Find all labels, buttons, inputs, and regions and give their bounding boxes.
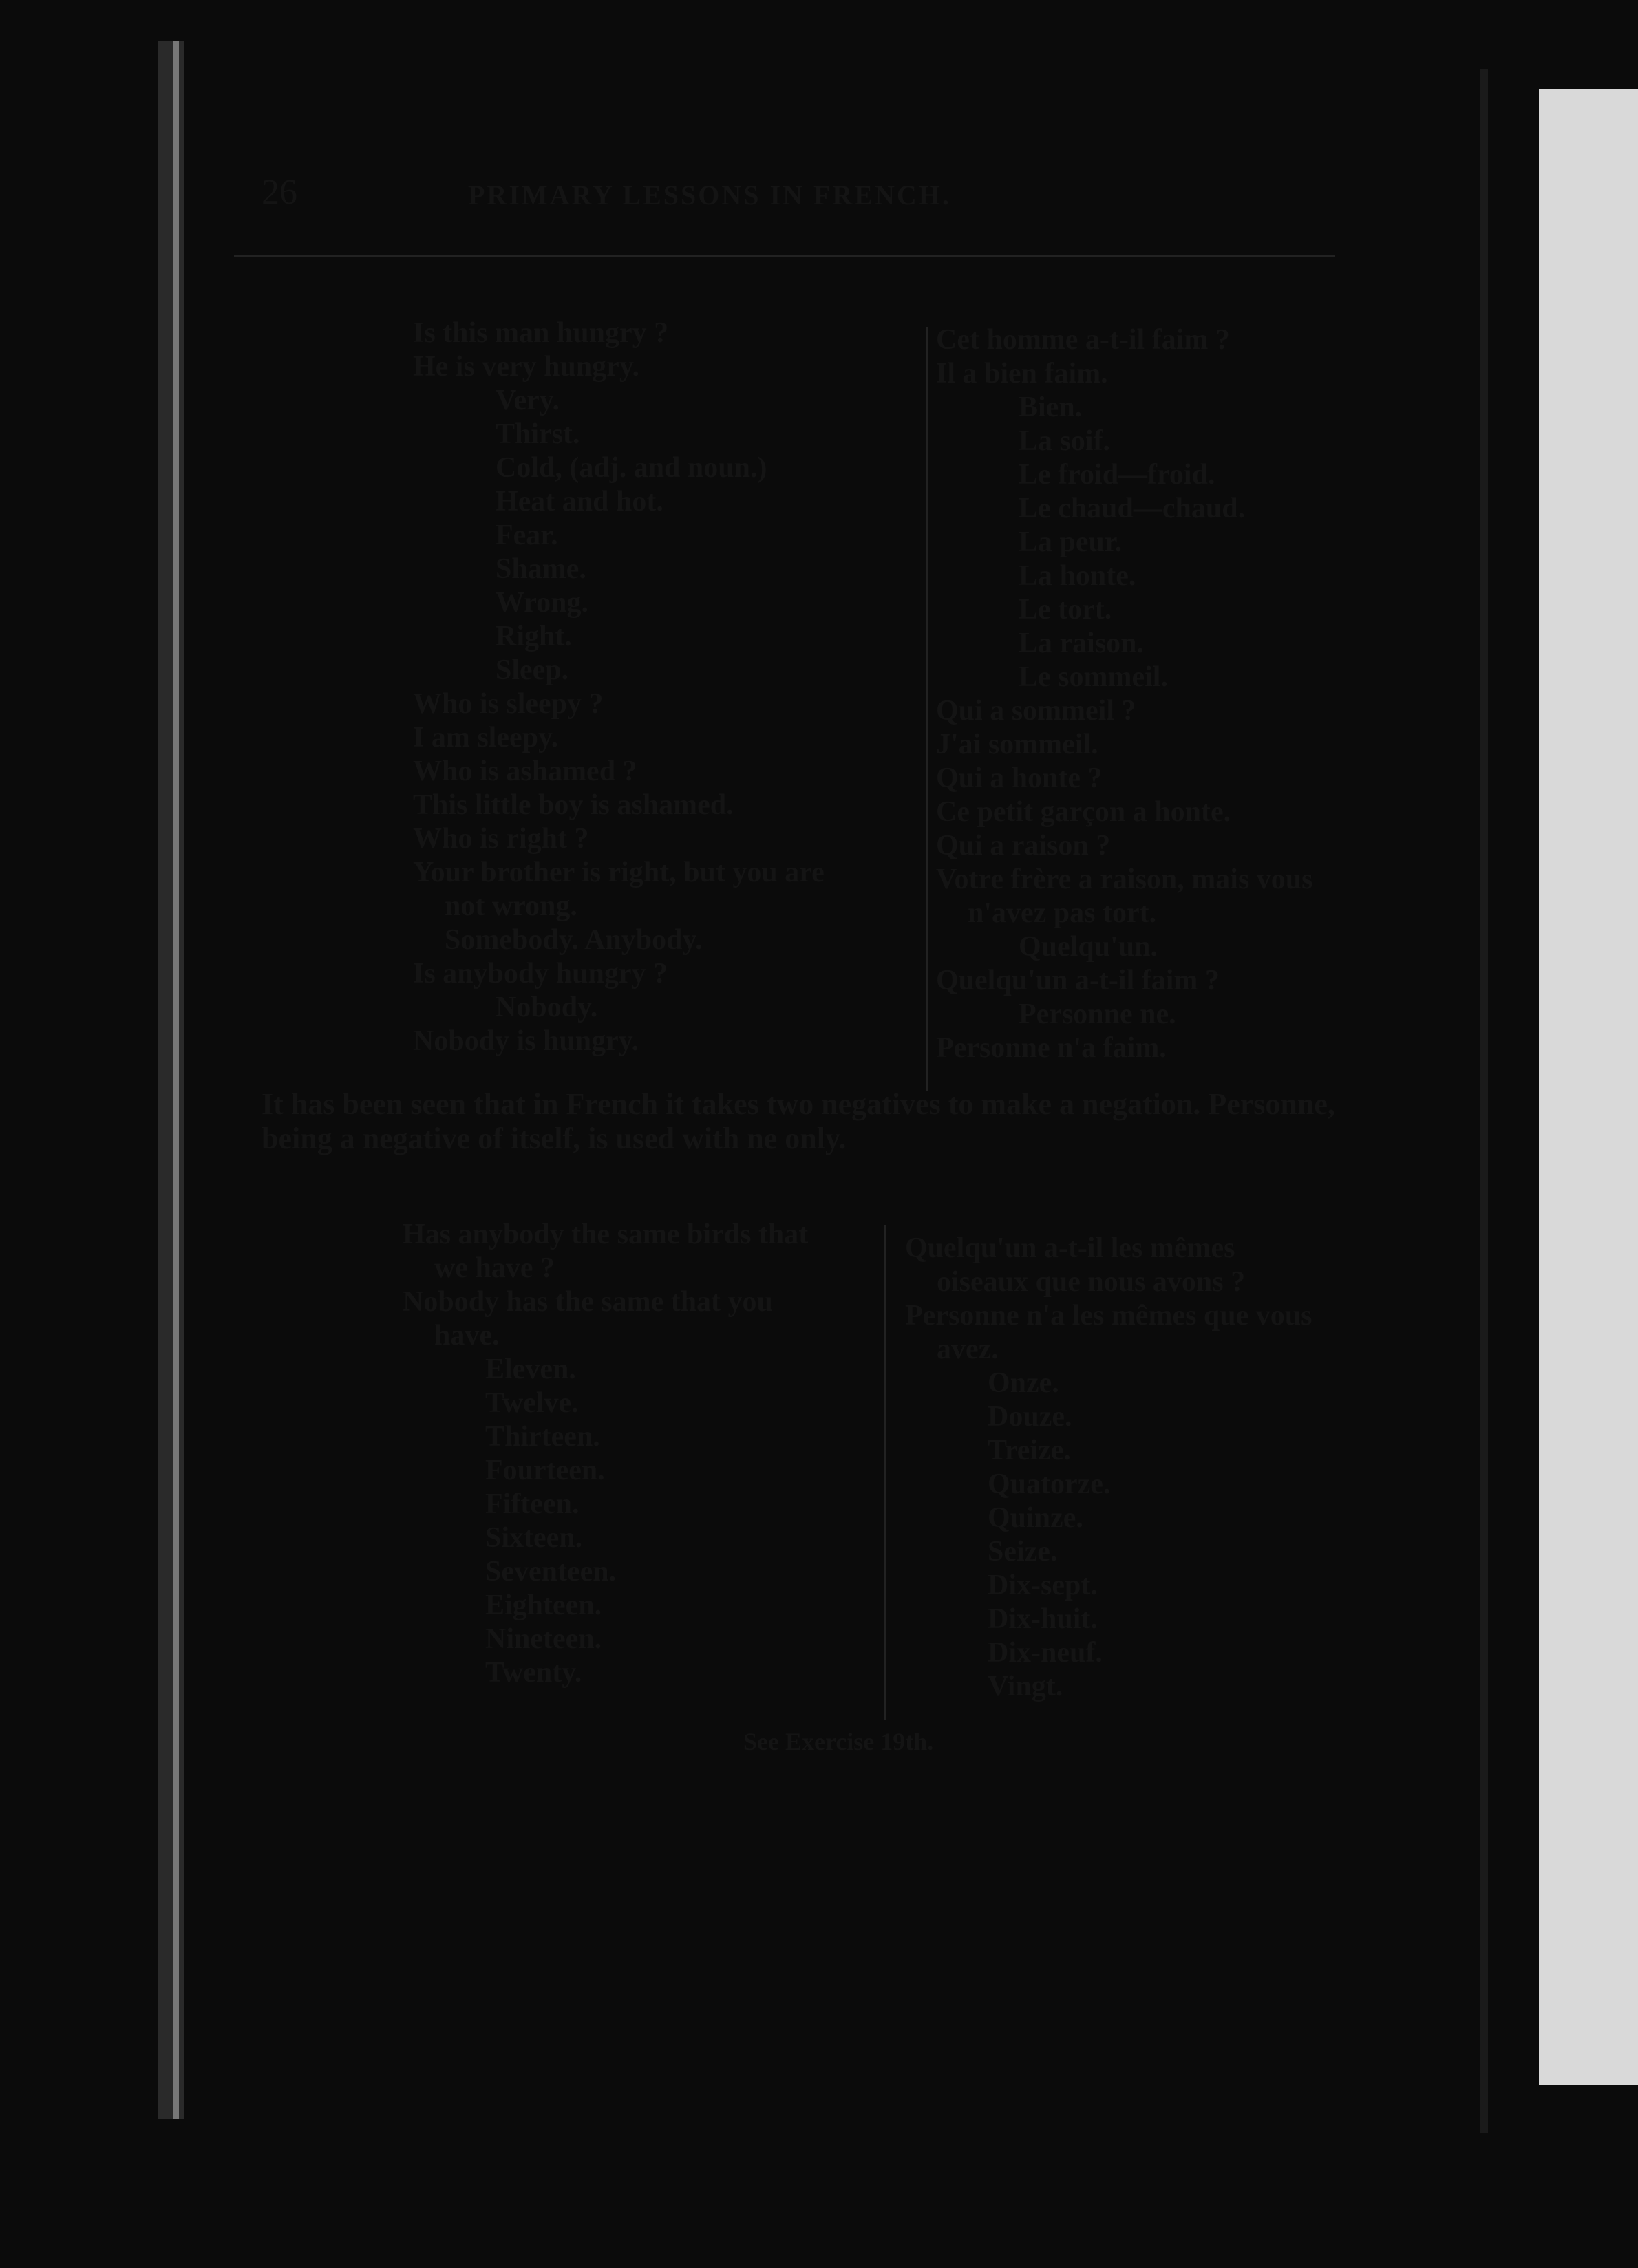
vocab-line: Seventeen. <box>485 1556 617 1587</box>
facing-page-edge <box>1539 89 1638 2085</box>
vocab-line: avez. <box>937 1334 999 1365</box>
vocab-line: Qui a sommeil ? <box>936 695 1136 727</box>
vocab-line: Thirteen. <box>485 1421 600 1453</box>
vocab-line: Your brother is right, but you are <box>413 857 825 888</box>
vocab-line: Quatorze. <box>988 1468 1111 1500</box>
vocab-line: Cold, (adj. and noun.) <box>496 452 767 484</box>
block2-english-column <box>403 1218 871 1690</box>
vocab-line: La soif. <box>1019 425 1111 457</box>
vocab-line: Quinze. <box>988 1502 1083 1534</box>
header-rule <box>234 255 1335 257</box>
page-number: 26 <box>262 173 297 212</box>
vocab-line: I am sleepy. <box>413 722 559 753</box>
vocab-line: Vingt. <box>988 1671 1063 1702</box>
vocab-line: This little boy is ashamed. <box>413 789 734 821</box>
vocab-line: La peur. <box>1019 526 1123 558</box>
vocab-line: La raison. <box>1019 628 1145 659</box>
vocab-line: He is very hungry. <box>413 351 640 383</box>
vocab-line: Is this man hungry ? <box>413 317 669 349</box>
vocab-line: Somebody. Anybody. <box>445 924 703 956</box>
negation-note-text: It has been seen that in French it takes two negatives to make a negation. Personne, being a negative of itself, is used with ne only. <box>262 1087 1335 1155</box>
vocab-line: Nobody has the same that you <box>403 1286 773 1318</box>
vocab-line: Eleven. <box>485 1354 576 1385</box>
vocab-line: oiseaux que nous avons ? <box>937 1266 1246 1298</box>
vocab-line: Sleep. <box>496 654 569 686</box>
vocab-line: Seize. <box>988 1536 1058 1568</box>
vocab-line: have. <box>434 1320 500 1351</box>
vocab-line: Il a bien faim. <box>936 358 1108 389</box>
vocab-line: Dix-huit. <box>988 1603 1098 1635</box>
negation-note-paragraph <box>234 1087 1349 1156</box>
vocab-line: Dix-sept. <box>988 1570 1098 1601</box>
vocab-line: Fourteen. <box>485 1455 605 1486</box>
vocab-line: Is anybody hungry ? <box>413 958 668 989</box>
book-spine-edge <box>173 41 179 2119</box>
vocab-line: Fifteen. <box>485 1488 579 1520</box>
vocab-line: Votre frère a raison, mais vous <box>936 864 1313 895</box>
vocab-line: Twelve. <box>485 1387 579 1419</box>
block1-french-column <box>936 323 1376 1065</box>
block2-french-column <box>905 1232 1387 1704</box>
vocab-line: Right. <box>496 621 572 652</box>
block1-english-column <box>413 317 895 1058</box>
vocab-line: we have ? <box>434 1252 555 1284</box>
vocab-line: Who is right ? <box>413 823 589 855</box>
running-title: PRIMARY LESSONS IN FRENCH. <box>468 180 951 211</box>
block1-column-divider <box>926 327 928 1091</box>
exercise-reference: See Exercise 19th. <box>743 1728 934 1755</box>
vocab-line: Cet homme a-t-il faim ? <box>936 324 1230 356</box>
vocab-line: Thirst. <box>496 418 580 450</box>
vocab-line: Ce petit garçon a honte. <box>936 796 1231 828</box>
vocab-line: Heat and hot. <box>496 486 663 517</box>
vocab-line: Eighteen. <box>485 1590 602 1621</box>
vocab-line: Who is sleepy ? <box>413 688 604 720</box>
vocab-line: Fear. <box>496 520 558 551</box>
vocab-line: Who is ashamed ? <box>413 756 637 787</box>
book-spine-shadow <box>158 41 184 2119</box>
vocab-line: Quelqu'un a-t-il les mêmes <box>905 1232 1235 1264</box>
gutter-shadow <box>1480 69 1488 2133</box>
vocab-line: Nobody is hungry. <box>413 1025 639 1057</box>
vocab-line: Qui a honte ? <box>936 762 1103 794</box>
vocab-line: Nobody. <box>496 992 598 1023</box>
vocab-line: n'avez pas tort. <box>968 897 1157 929</box>
vocab-line: Le froid—froid. <box>1019 459 1215 491</box>
vocab-line: Douze. <box>988 1401 1072 1433</box>
vocab-line: Le sommeil. <box>1019 661 1168 693</box>
vocab-line: Personne n'a faim. <box>936 1032 1167 1064</box>
vocab-line: not wrong. <box>445 890 577 922</box>
vocab-line: Personne ne. <box>1019 998 1176 1030</box>
vocab-line: Quelqu'un. <box>1019 931 1158 963</box>
vocab-line: Has anybody the same birds that <box>403 1219 809 1250</box>
vocab-line: Twenty. <box>485 1657 582 1689</box>
vocab-line: Shame. <box>496 553 586 585</box>
vocab-line: Quelqu'un a-t-il faim ? <box>936 965 1220 996</box>
vocab-line: Wrong. <box>496 587 588 619</box>
vocab-line: Treize. <box>988 1435 1071 1466</box>
block2-column-divider <box>884 1225 886 1720</box>
vocab-line: Nineteen. <box>485 1623 602 1655</box>
vocab-line: Onze. <box>988 1367 1059 1399</box>
vocab-line: Very. <box>496 385 560 416</box>
vocab-line: La honte. <box>1019 560 1136 592</box>
vocab-line: Le tort. <box>1019 594 1112 625</box>
vocab-line: Bien. <box>1019 392 1083 423</box>
vocab-line: Dix-neuf. <box>988 1637 1103 1669</box>
vocab-line: Personne n'a les mêmes que vous <box>905 1300 1312 1331</box>
vocab-line: J'ai sommeil. <box>936 729 1098 760</box>
vocab-line: Sixteen. <box>485 1522 583 1554</box>
vocab-line: Qui a raison ? <box>936 830 1111 862</box>
vocab-line: Le chaud—chaud. <box>1019 493 1246 524</box>
page-header <box>262 172 1308 213</box>
